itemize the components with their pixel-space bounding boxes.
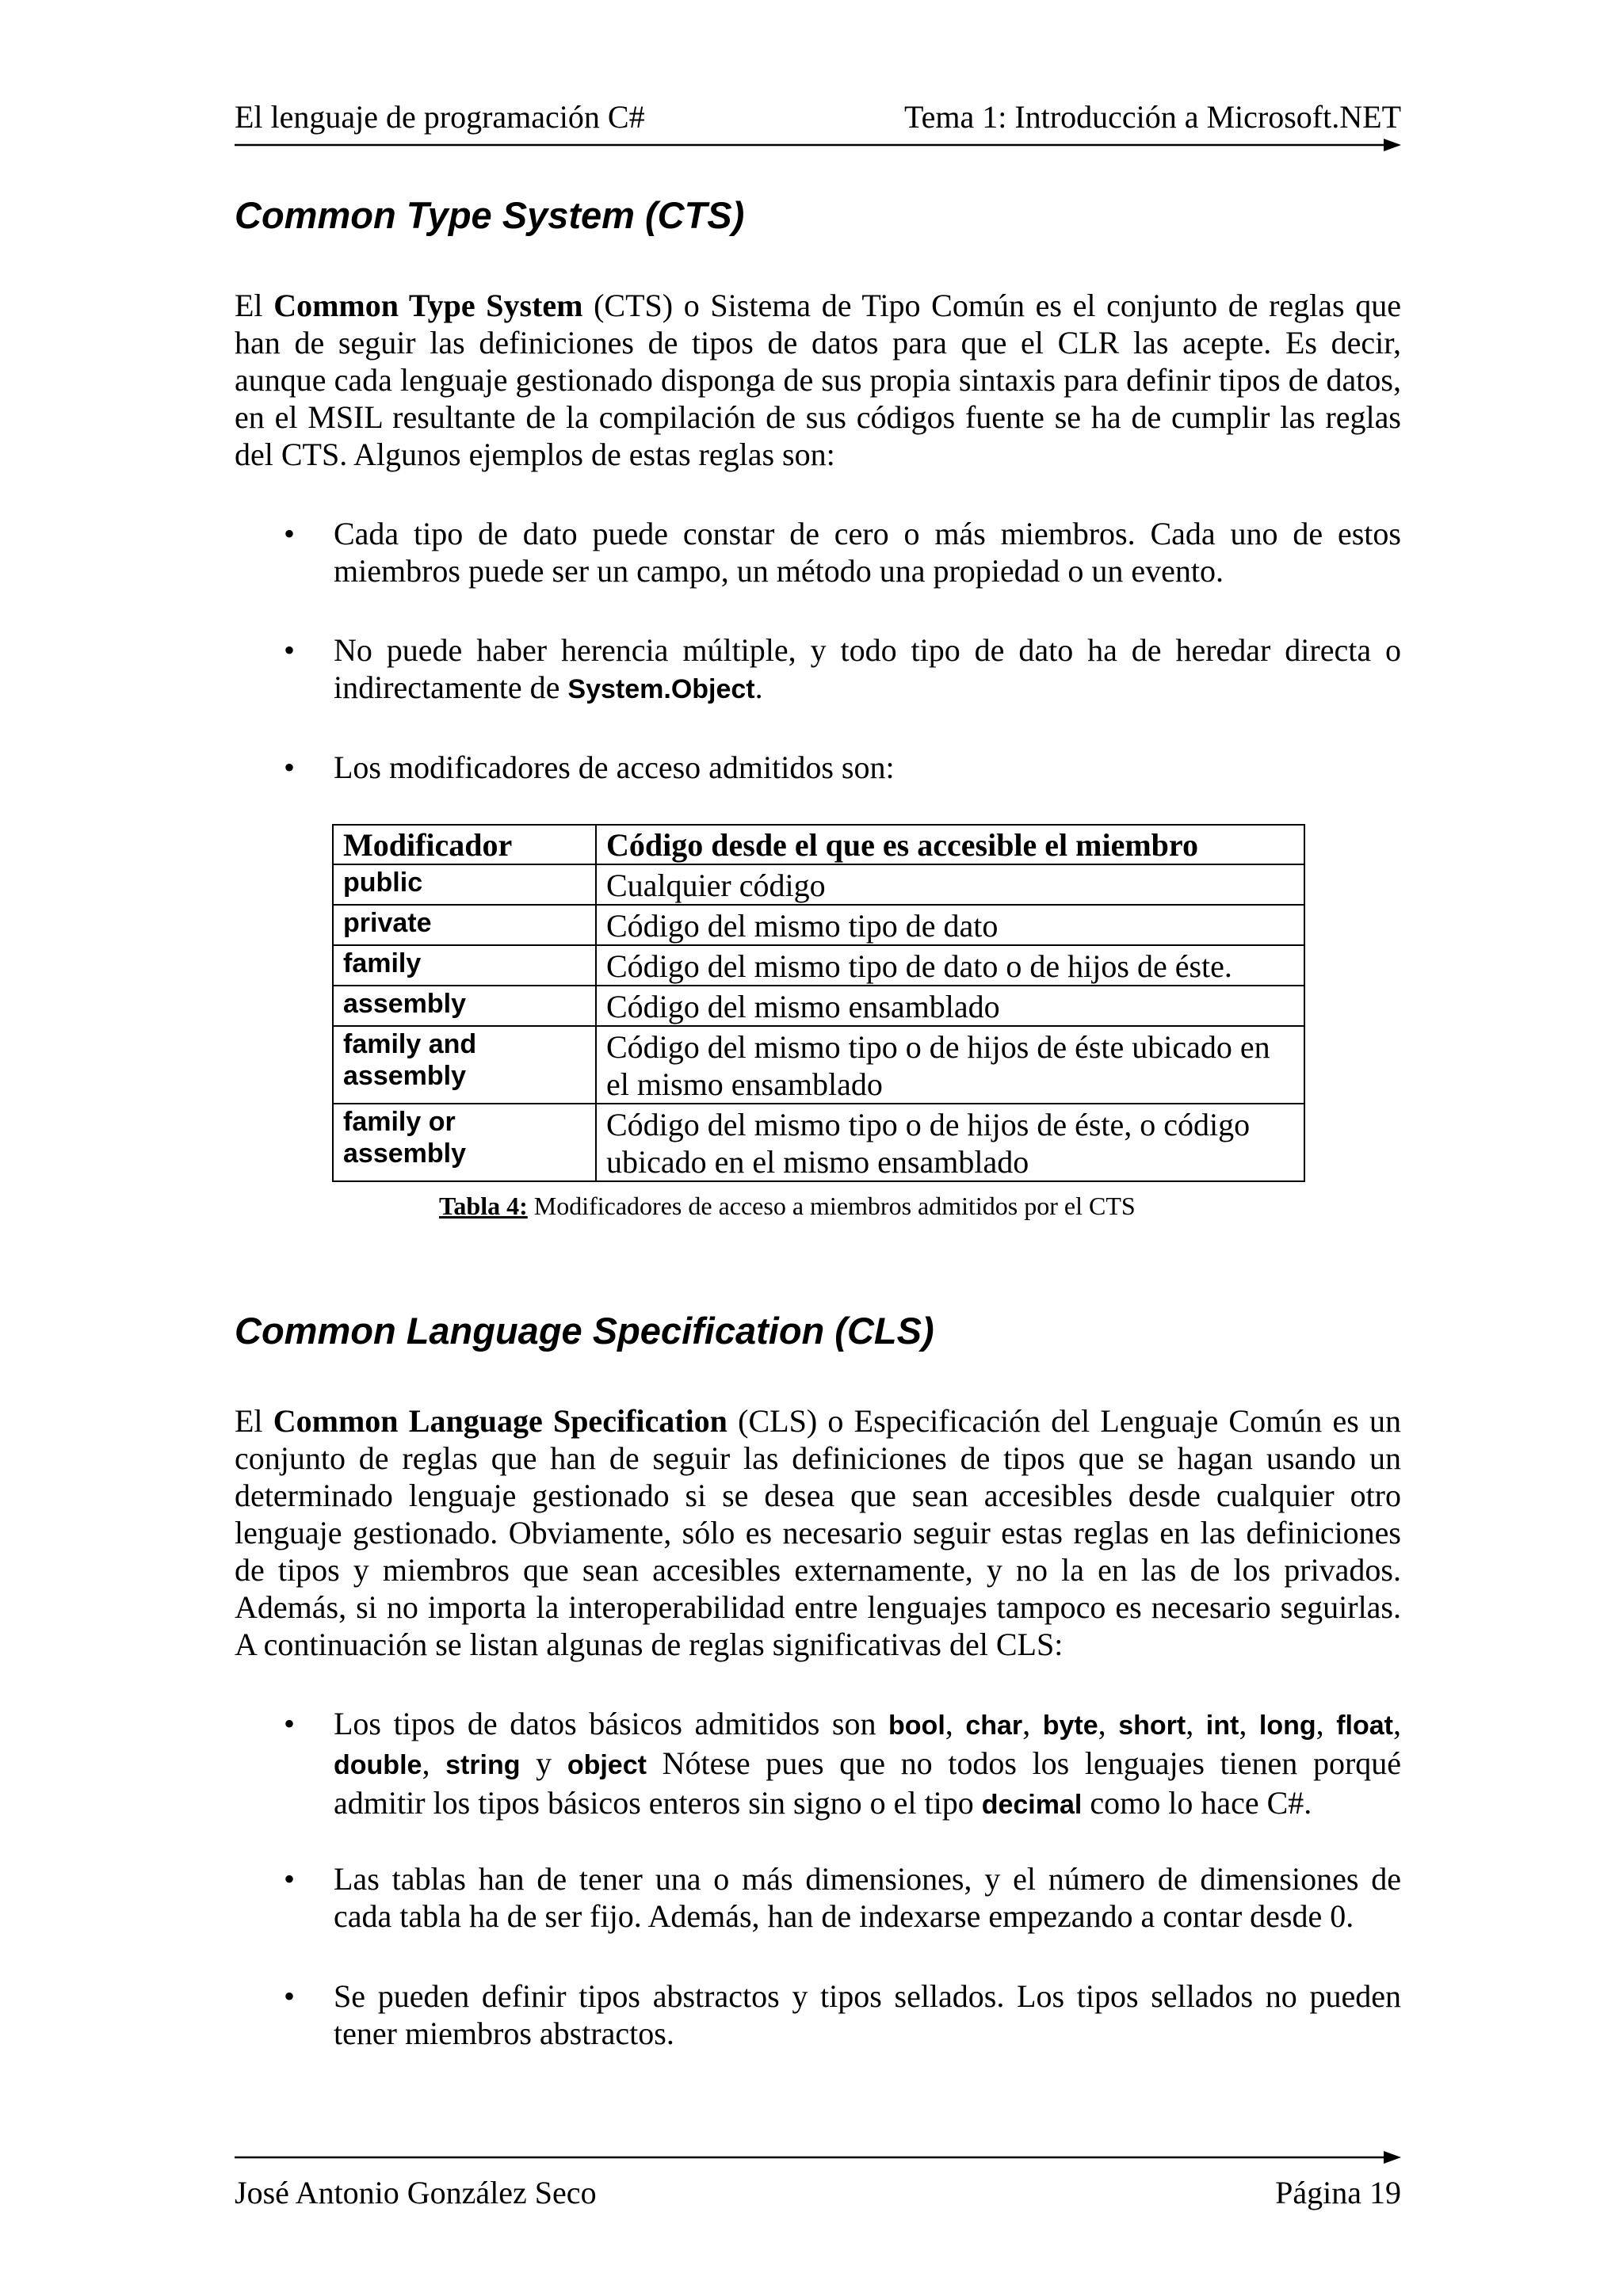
code-type: short bbox=[1118, 1711, 1186, 1741]
bullet-dot: • bbox=[284, 632, 296, 668]
footer-arrow-rule bbox=[235, 2145, 1401, 2169]
text: , bbox=[1239, 1706, 1259, 1741]
text: , bbox=[422, 1745, 446, 1781]
footer-author: José Antonio González Seco bbox=[235, 2175, 597, 2210]
term-cts: Common Type System bbox=[273, 288, 583, 323]
code-type: byte bbox=[1042, 1711, 1098, 1741]
text: y bbox=[520, 1745, 567, 1781]
text: El bbox=[235, 1403, 273, 1439]
cts-intro-paragraph bbox=[235, 287, 1401, 473]
code-type: object bbox=[567, 1750, 647, 1780]
access-modifiers-table bbox=[332, 824, 1305, 1182]
cts-bullet-members: Cada tipo de dato puede constar de cero o más miembros. Cada uno de estos miembros puede ser un campo, un método una propiedad o un evento. bbox=[334, 516, 1401, 589]
text: , bbox=[1393, 1706, 1401, 1741]
cls-intro-paragraph bbox=[235, 1402, 1401, 1663]
cls-bullet-arrays: Las tablas han de tener una o más dimensiones, y el número de dimensiones de cada tabla ha de ser fijo. Además, han de indexarse empezando a contar desde 0. bbox=[334, 1861, 1401, 1934]
cls-bullet-basic-types bbox=[334, 1705, 1401, 1824]
text: Los tipos de datos básicos admitidos son bbox=[334, 1706, 889, 1741]
access-cell: Código del mismo tipo o de hijos de éste ubicado en el mismo ensamblado bbox=[596, 1026, 1304, 1104]
footer-page-number: Página 19 bbox=[1275, 2175, 1401, 2210]
code-type: long bbox=[1258, 1711, 1316, 1741]
code-type: char bbox=[965, 1711, 1023, 1741]
running-header bbox=[235, 98, 1401, 138]
column-header-access: Código desde el que es accesible el miembro bbox=[596, 825, 1304, 864]
access-cell: Código del mismo ensamblado bbox=[596, 986, 1304, 1026]
text: , bbox=[945, 1706, 966, 1741]
modifier-cell: assembly bbox=[333, 986, 596, 1026]
table-row bbox=[333, 1026, 1304, 1104]
header-book-title: El lenguaje de programación C# bbox=[235, 99, 645, 135]
text: (CTS) o Sistema de Tipo Común es el conjunto de reglas que han de seguir las definiciones de tipos de datos para que el CLR las acepte. Es decir, aunque cada lenguaje gestionado disponga de sus propia sintaxis para definir tipos de datos, en el MSIL resultante de la compilación de sus códigos fuente se ha de cumplir las reglas del CTS. Algunos ejemplos de estas reglas son: bbox=[235, 288, 1402, 472]
text: El bbox=[235, 288, 274, 323]
bullet-dot: • bbox=[284, 516, 296, 551]
modifier-cell: family and assembly bbox=[333, 1026, 596, 1104]
modifier-cell: private bbox=[333, 905, 596, 945]
text: No puede haber herencia múltiple, y todo tipo de dato ha de heredar directa o indirectamente de bbox=[334, 632, 1401, 705]
table-row bbox=[333, 945, 1304, 986]
section-heading-cts: Common Type System (CTS) bbox=[235, 194, 745, 236]
bullet-dot: • bbox=[284, 1706, 296, 1741]
cls-bullet-sealed: Se pueden definir tipos abstractos y tipos sellados. Los tipos sellados no pueden tener miembros abstractos. bbox=[334, 1978, 1401, 2051]
access-cell: Código del mismo tipo de dato bbox=[596, 905, 1304, 945]
caption-text: Modificadores de acceso a miembros admitidos por el CTS bbox=[527, 1192, 1136, 1220]
caption-label: Tabla 4: bbox=[439, 1192, 528, 1220]
column-header-modifier: Modificador bbox=[333, 825, 596, 864]
table-header-row bbox=[333, 825, 1304, 864]
code-type: bool bbox=[888, 1711, 945, 1741]
table-row bbox=[333, 1104, 1304, 1181]
text: como lo hace C#. bbox=[1082, 1785, 1312, 1821]
term-cls: Common Language Specification bbox=[273, 1403, 727, 1439]
text: . bbox=[754, 669, 763, 705]
text: , bbox=[1186, 1706, 1206, 1741]
table-caption bbox=[439, 1192, 1136, 1221]
code-decimal: decimal bbox=[981, 1790, 1083, 1820]
section-heading-cls: Common Language Specification (CLS) bbox=[235, 1310, 934, 1352]
code-type: int bbox=[1205, 1711, 1239, 1741]
text: , bbox=[1098, 1706, 1119, 1741]
header-chapter-title: Tema 1: Introducción a Microsoft.NET bbox=[903, 99, 1401, 135]
access-cell: Código del mismo tipo o de hijos de éste, o código ubicado en el mismo ensamblado bbox=[596, 1104, 1304, 1181]
modifier-cell: family or assembly bbox=[333, 1104, 596, 1181]
text: , bbox=[1316, 1706, 1337, 1741]
cts-bullet-inheritance bbox=[334, 631, 1401, 708]
text: (CLS) o Especificación del Lenguaje Común es un conjunto de reglas que han de seguir las definiciones de tipos que se hagan usando un determinado lenguaje gestionado si se desea que sean accesibles desde cualquier otro lenguaje gestionado. Obviamente, sólo es necesario seguir estas reglas en las definiciones de tipos y miembros que sean accesibles externamente, y no la en las de los privados. Además, si no importa la interoperabilidad entre lenguajes tampoco es necesario seguirlas. A continuación se listan algunas de reglas significativas del CLS: bbox=[235, 1403, 1402, 1662]
text: Nótese pues que no todos los lenguajes tienen porqué admitir los tipos básicos enteros sin signo o el tipo bbox=[334, 1745, 1402, 1821]
code-type: double bbox=[334, 1750, 422, 1780]
code-type: string bbox=[445, 1750, 521, 1780]
bullet-dot: • bbox=[284, 1861, 296, 1897]
bullet-dot: • bbox=[284, 1978, 296, 2014]
running-footer bbox=[235, 2174, 1401, 2214]
text: , bbox=[1022, 1706, 1043, 1741]
code-system-object: System.Object bbox=[567, 674, 755, 704]
header-arrow-rule bbox=[235, 133, 1401, 157]
bullet-dot: • bbox=[284, 749, 296, 785]
table-row bbox=[333, 905, 1304, 945]
table-row bbox=[333, 986, 1304, 1026]
table-row bbox=[333, 864, 1304, 905]
code-type: float bbox=[1336, 1711, 1393, 1741]
access-cell: Código del mismo tipo de dato o de hijos de éste. bbox=[596, 945, 1304, 986]
access-cell: Cualquier código bbox=[596, 864, 1304, 905]
cts-bullet-modifiers: Los modificadores de acceso admitidos son: bbox=[334, 749, 895, 785]
modifier-cell: public bbox=[333, 864, 596, 905]
modifier-cell: family bbox=[333, 945, 596, 986]
document-page bbox=[235, 0, 1401, 2296]
